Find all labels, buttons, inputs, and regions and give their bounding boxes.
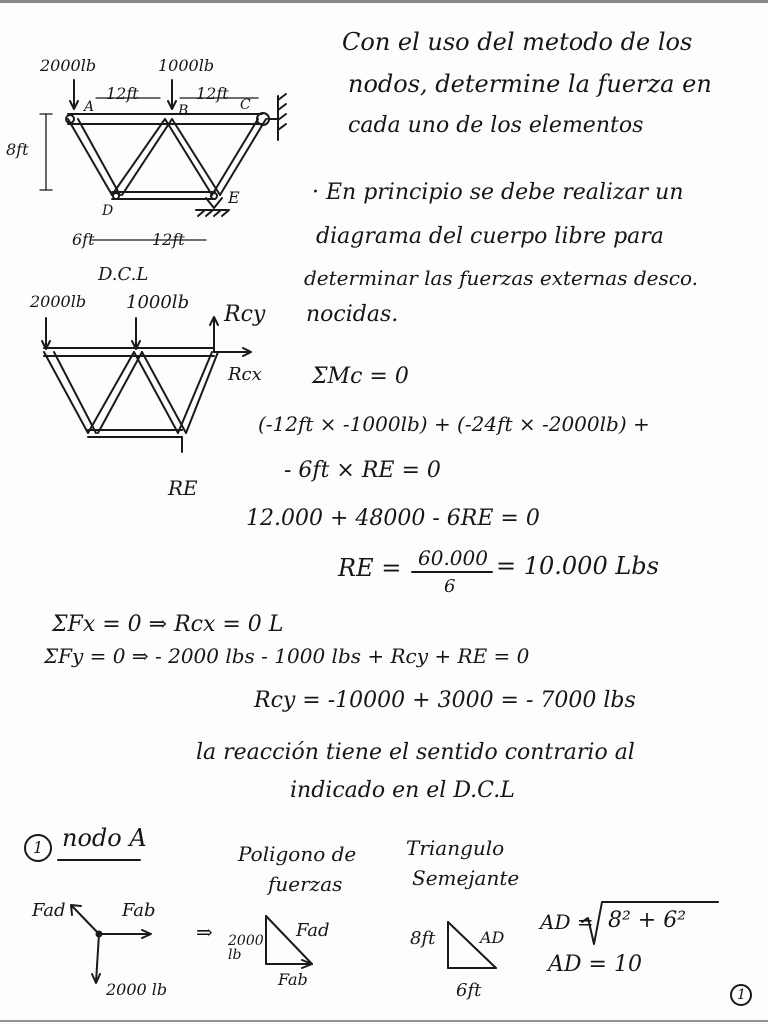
dcl-re: RE: [168, 476, 198, 500]
polygon-left-side: 2000 lb: [228, 933, 264, 963]
principle-line-4: nocidas.: [306, 302, 399, 327]
node-label-d: D: [102, 203, 114, 219]
reaction-note-1: la reacción tiene el sentido contrario al: [196, 740, 635, 765]
dcl-load-b: 1000lb: [126, 292, 190, 313]
re-label: RE =: [338, 554, 402, 582]
implies-arrow: ⇒: [196, 920, 213, 944]
polygon-title-1: Poligono de: [238, 842, 357, 866]
item-number: 1: [33, 838, 44, 857]
triangle-title-2: Semejante: [412, 866, 520, 890]
re-result: = 10.000 Lbs: [496, 552, 659, 580]
node-a-title: nodo A: [62, 824, 147, 852]
sum-fy: ΣFy = 0 ⇒ - 2000 lbs - 1000 lbs + Rcy + RE = 0: [44, 644, 530, 668]
moment-eq-1: (-12ft × -1000lb) + (-24ft × -2000lb) +: [258, 412, 650, 436]
truss-load-b: 1000lb: [158, 56, 215, 75]
intro-line-1: Con el uso del metodo de los: [342, 28, 693, 56]
page-number: 1: [737, 987, 746, 1003]
principle-line-3: determinar las fuerzas externas desco.: [304, 266, 698, 290]
polygon-title-2: fuerzas: [268, 872, 343, 896]
node-label-a: A: [84, 99, 95, 115]
dcl-diagram: [42, 317, 251, 452]
triangle-bottom: 6ft: [456, 980, 482, 1001]
intro-line-2: nodos, determine la fuerza en: [348, 70, 712, 98]
truss-height: 8ft: [6, 140, 29, 159]
triangle-title-1: Triangulo: [406, 836, 505, 860]
truss-span-ab: 12ft: [106, 84, 139, 103]
ad-eq1-rhs: 8² + 6²: [608, 908, 687, 933]
node-label-c: C: [240, 97, 251, 113]
truss-span-bc: 12ft: [196, 84, 229, 103]
intro-line-3: cada uno de los elementos: [348, 113, 644, 138]
rcy-equation: Rcy = -10000 + 3000 = - 7000 lbs: [254, 688, 636, 713]
re-denominator: 6: [444, 576, 456, 597]
dcl-rcy: Rcy: [224, 302, 266, 327]
node-a-load: 2000 lb: [106, 980, 168, 999]
re-numerator: 60.000: [418, 546, 488, 570]
triangle-hyp: AD: [480, 928, 505, 947]
dcl-rcx: Rcx: [228, 364, 262, 385]
principle-line-2: diagrama del cuerpo libre para: [316, 224, 664, 249]
dcl-load-a: 2000lb: [30, 292, 87, 311]
polygon-fad: Fad: [296, 920, 330, 941]
ad-eq1-lhs: AD =: [540, 910, 594, 934]
node-a-fab: Fab: [122, 900, 156, 921]
moment-eq-3: 12.000 + 48000 - 6RE = 0: [246, 506, 540, 531]
reaction-note-2: indicado en el D.C.L: [290, 778, 515, 803]
node-a-fad: Fad: [32, 900, 66, 921]
dcl-title: D.C.L: [98, 264, 149, 285]
sum-moments-c: ΣMc = 0: [312, 364, 409, 389]
polygon-fab: Fab: [278, 970, 308, 989]
principle-line-1: · En principio se debe realizar un: [312, 180, 684, 205]
node-label-e: E: [228, 188, 240, 207]
ad-eq2: AD = 10: [548, 952, 642, 977]
sum-fx: ΣFx = 0 ⇒ Rcx = 0 L: [52, 612, 284, 637]
node-label-b: B: [178, 103, 189, 119]
truss-span-low-left: 6ft: [72, 230, 95, 249]
truss-load-a: 2000lb: [40, 56, 97, 75]
triangle-left: 8ft: [410, 928, 436, 949]
moment-eq-2: - 6ft × RE = 0: [284, 458, 441, 483]
truss-span-low-de: 12ft: [152, 230, 185, 249]
